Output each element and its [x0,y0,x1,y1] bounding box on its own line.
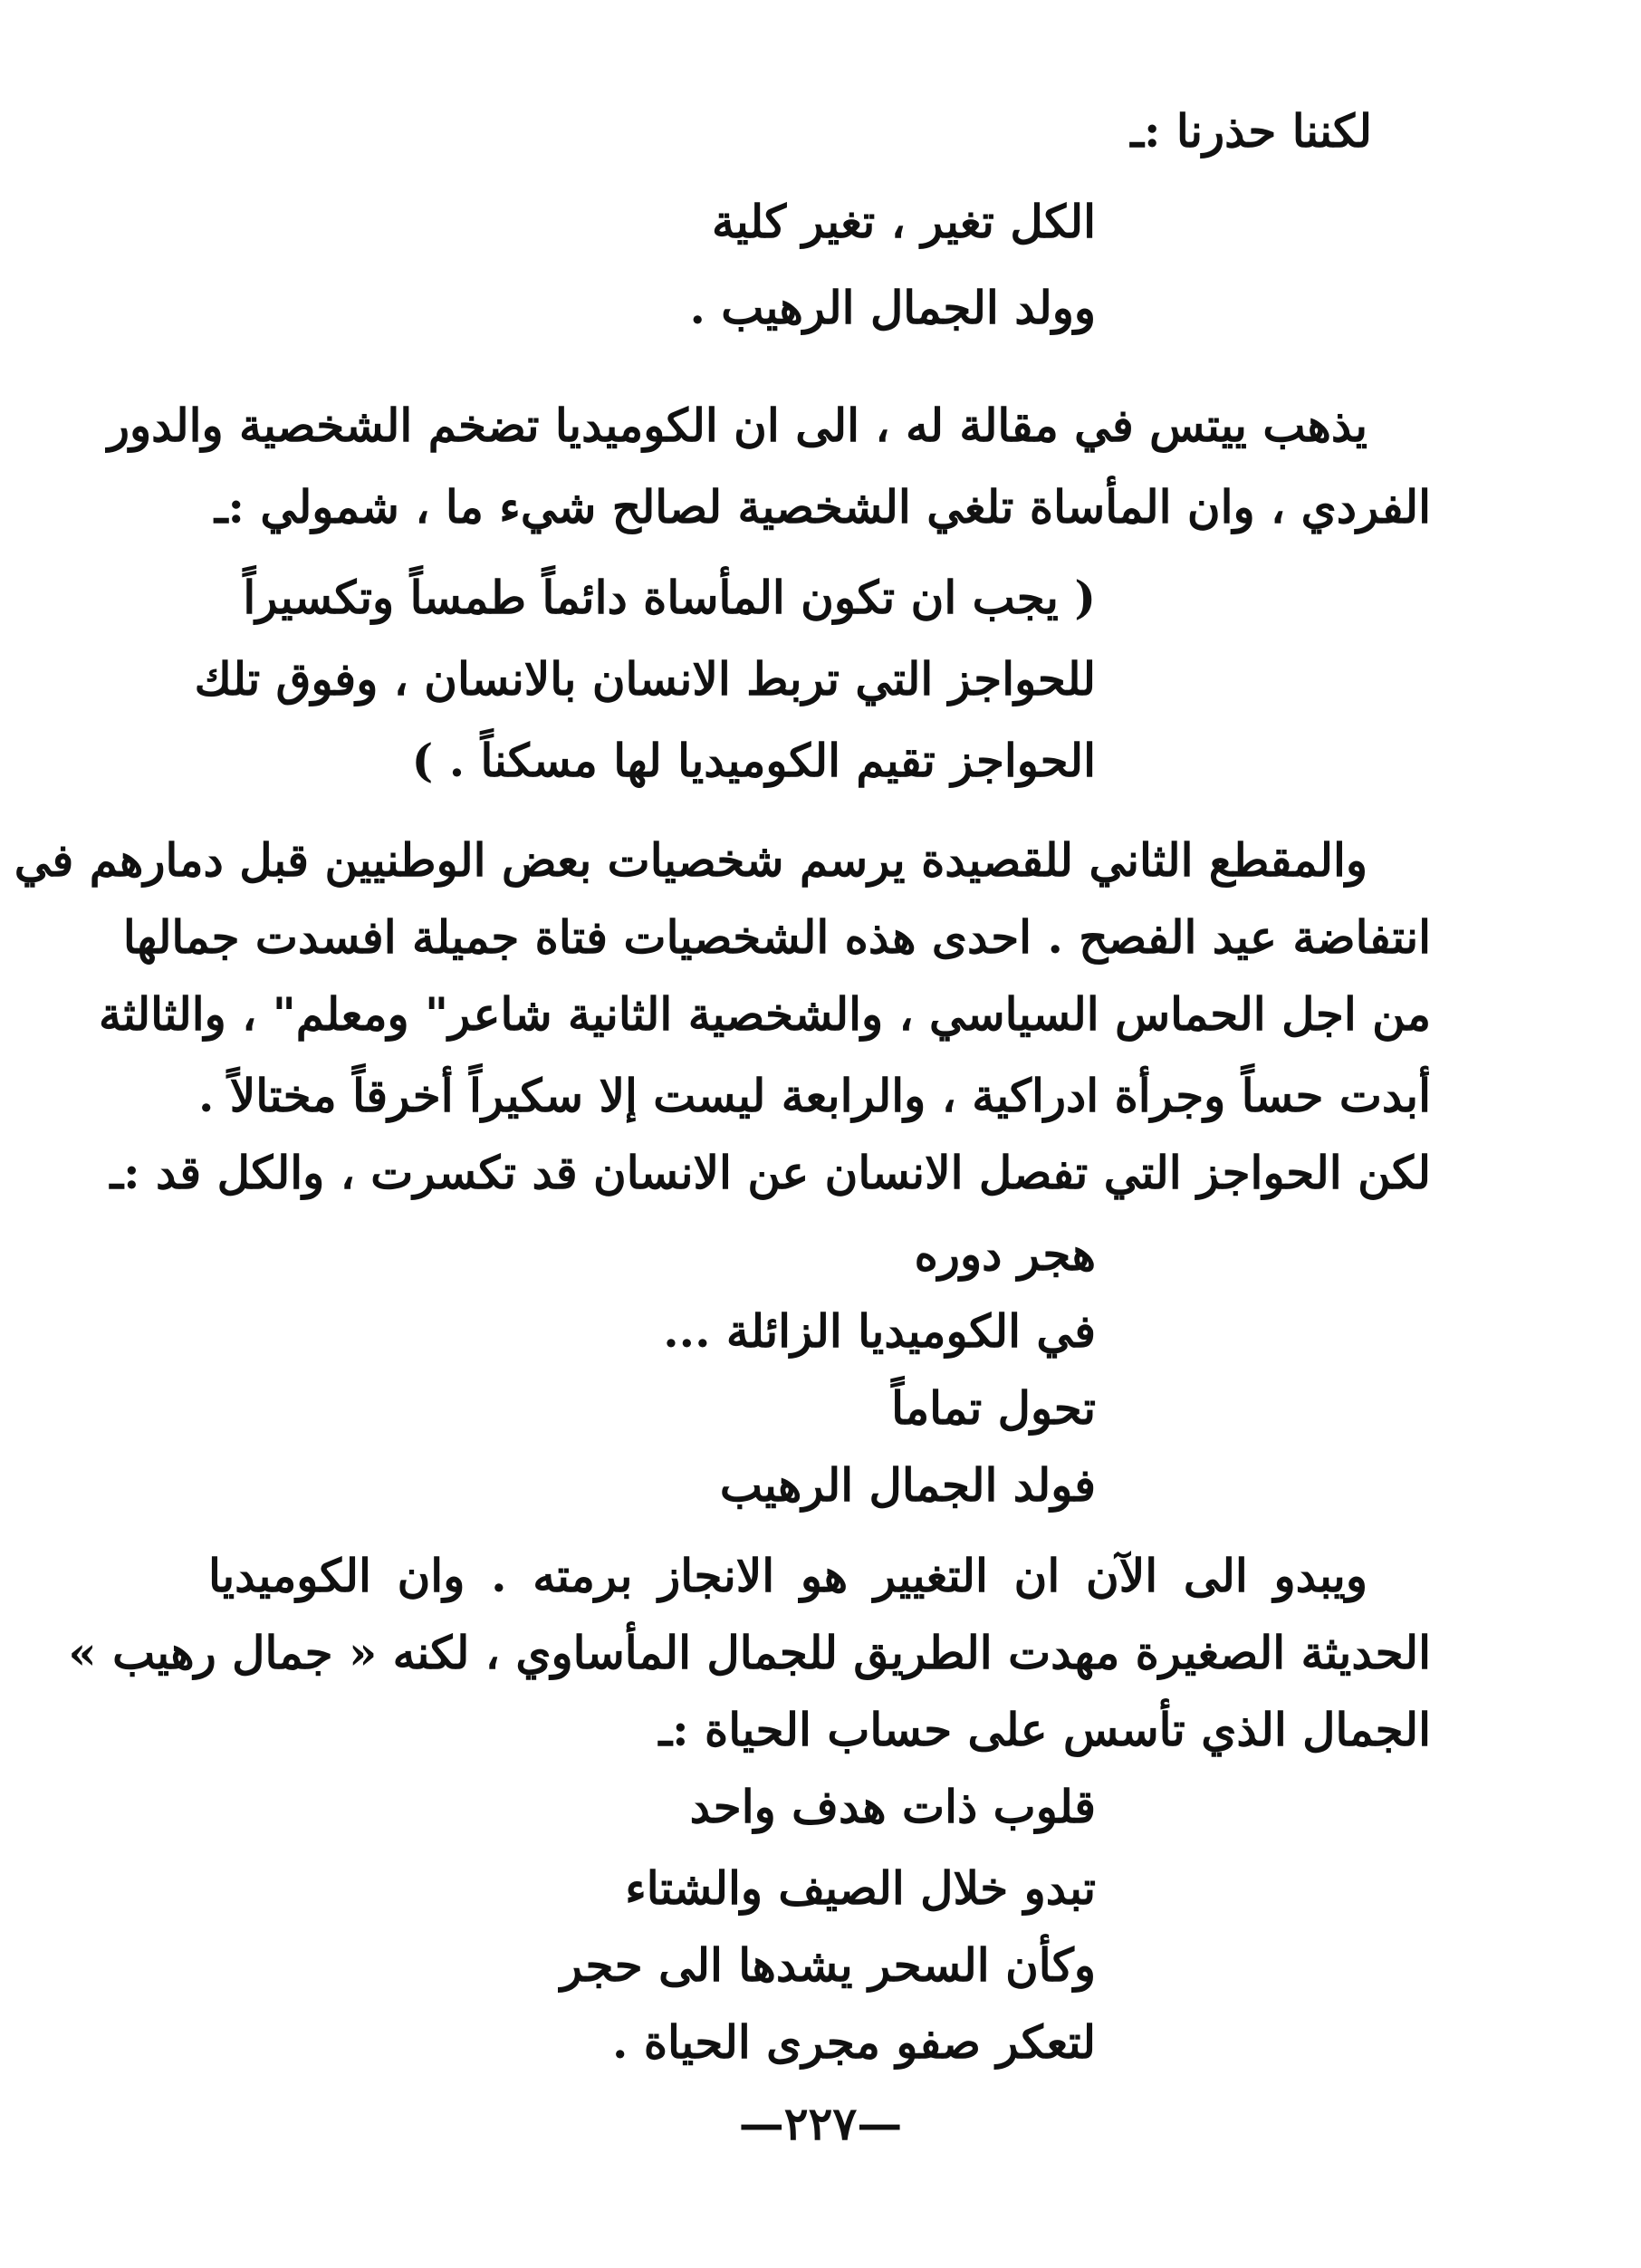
verse-line: فولد الجمال الرهيب [719,1458,1096,1512]
verse-line: تبدو خلال الصيف والشتاء [625,1861,1096,1915]
verse-line: وولد الجمال الرهيب . [689,281,1096,334]
paragraph-line: الفردي ، وان المأساة تلغي الشخصية لصالح شيء ما ، شمولي :ـ [214,480,1431,533]
section-heading: لكننا حذرنا :ـ [1130,104,1372,158]
quote-line: الحواجز تقيم الكوميديا لها مسكناً . ) [411,734,1096,787]
verse-line: الكل تغير ، تغير كلية [711,195,1096,248]
verse-line: لتعكر صفو مجرى الحياة . [612,2015,1096,2069]
verse-line: هجر دوره [914,1227,1096,1281]
page-number: —٢٢٧— [738,2097,903,2150]
paragraph-line: الحديثة الصغيرة مهدت الطريق للجمال المأساوي ، لكنه « جمال رهيب » [68,1626,1431,1679]
paragraph-line: من اجل الحماس السياسي ، والشخصية الثانية شاعر" ومعلم" ، والثالثة [99,987,1431,1041]
paragraph-line: والمقطع الثاني للقصيدة يرسم شخصيات بعض الوطنيين قبل دمارهم في [14,833,1368,887]
verse-line: قلوب ذات هدف واحد [689,1780,1096,1833]
paragraph-line: الجمال الذي تأسس على حساب الحياة :ـ [658,1703,1431,1756]
paragraph-line: يذهب ييتس في مقالة له ، الى ان الكوميديا تضخم الشخصية والدور [107,399,1368,452]
paragraph-line: لكن الحواجز التي تفصل الانسان عن الانسان قد تكسرت ، والكل قد :ـ [110,1146,1431,1199]
verse-line: في الكوميديا الزائلة ... [663,1304,1096,1358]
quote-line: للحواجز التي تربط الانسان بالانسان ، وفوق تلك [194,652,1096,706]
quote-line: ( يجب ان تكون المأساة دائماً طمساً وتكسيراً [243,571,1096,624]
paragraph-line: أبدت حساً وجرأة ادراكية ، والرابعة ليست إلا سكيراً أخرقاً مختالاً . [197,1069,1431,1122]
verse-line: تحول تماماً [891,1381,1096,1435]
paragraph-line: انتفاضة عيد الفصح . احدى هذه الشخصيات فتاة جميلة افسدت جمالها [122,910,1431,964]
paragraph-line: ويبدو الى الآن ان التغيير هو الانجاز برمته . وان الكوميديا [208,1549,1368,1602]
verse-line: وكأن السحر يشدها الى حجر [560,1938,1096,1992]
